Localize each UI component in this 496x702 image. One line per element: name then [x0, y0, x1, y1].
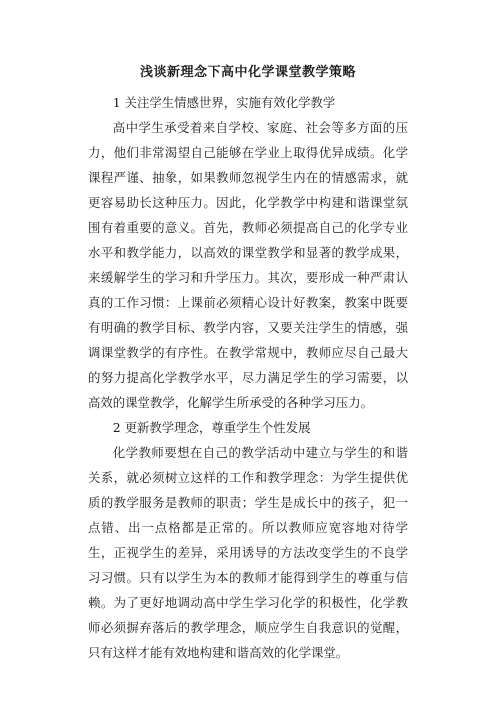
section-2-heading: 2 更新教学理念，尊重学生个性发展	[112, 420, 311, 435]
section-2-paragraph: 化学教师要想在自己的教学活动中建立与学生的和谐关系，就必须树立这样的工作和教学理念：为学生提供优质的教学服务是教师的职责；学生是成长中的孩子，犯一点错、出一点格都是正常的。所以教师应宽容地对待学生，正视学生的差异，采用诱导的方法改变学生的不良学习习惯。只有以学生为本的教师才能得到学生的尊重与信赖。为了更好地调动高中学生学习化学的积极性，化学教师必须摒弃落后的教学理念，顺应学生自我意识的觉醒，只有这样才能有效地构建和谐高效的化学课堂。	[88, 445, 408, 660]
section-1-heading: 1 关注学生情感世界，实施有效化学教学	[112, 95, 336, 110]
section-1-paragraph: 高中学生承受着来自学校、家庭、社会等多方面的压力，他们非常渴望自己能够在学业上取得优异成绩。化学课程严谨、抽象，如果教师忽视学生内在的情感需求，就更容易助长这种压力。因此，化学教学中构建和谐课堂氛围有着重要的意义。首先，教师必须提高自己的化学专业水平和教学能力，以高效的课堂教学和显著的教学成果，来缓解学生的学习和升学压力。其次，要形成一种严肃认真的工作习惯：上课前必须精心设计好教案，教案中既要有明确的教学目标、教学内容，又要关注学生的情感，强调课堂教学的有序性。在教学常规中，教师应尽自己最大的努力提高化学教学水平，尽力满足学生的学习需要，以高效的课堂教学，化解学生所承受的各种学习压力。	[88, 120, 408, 410]
document-title: 浅谈新理念下高中化学课堂教学策略	[139, 65, 356, 80]
document-body	[88, 90, 408, 665]
